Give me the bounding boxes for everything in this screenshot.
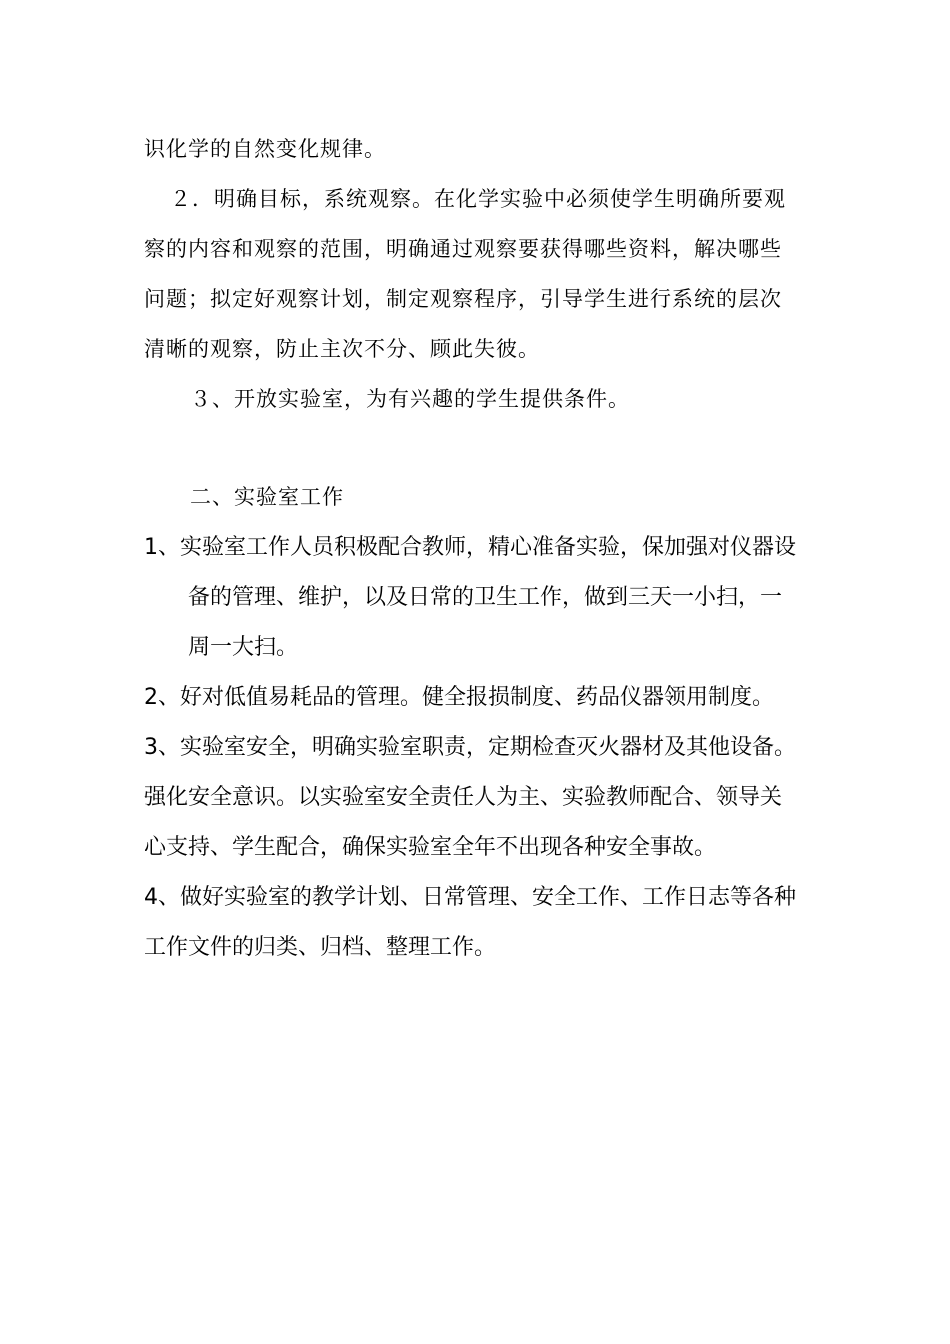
paragraph-line: 问题；拟定好观察计划，制定观察程序，引导学生进行系统的层次 [144, 287, 782, 311]
list-item-line: 备的管理、维护，以及日常的卫生工作，做到三天一小扫，一 [188, 585, 783, 610]
paragraph-line: 识化学的自然变化规律。 [144, 137, 386, 161]
list-item-line: 心支持、学生配合，确保实验室全年不出现各种安全事故。 [144, 835, 717, 860]
list-item-line: 1、实验室工作人员积极配合教师，精心准备实验，保加强对仪器设 [144, 535, 796, 560]
list-item-line: 工作文件的归类、归档、整理工作。 [144, 935, 497, 960]
section-heading: 二、实验室工作 [190, 485, 344, 509]
list-item-line: 周一大扫。 [188, 635, 299, 660]
paragraph-line: 察的内容和观察的范围，明确通过观察要获得哪些资料，解决哪些 [144, 237, 782, 261]
paragraph-line: 清晰的观察，防止主次不分、顾此失彼。 [144, 337, 540, 361]
paragraph-line: ３、开放实验室，为有兴趣的学生提供条件。 [190, 387, 630, 411]
paragraph-line: ２．明确目标，系统观察。在化学实验中必须使学生明确所要观 [170, 187, 786, 211]
list-item-line: 2、好对低值易耗品的管理。健全报损制度、药品仪器领用制度。 [144, 685, 774, 710]
list-item-line: 3、实验室安全，明确实验室职责，定期检查灭火器材及其他设备。 [144, 735, 796, 760]
list-item-line: 强化安全意识。以实验室安全责任人为主、实验教师配合、领导关 [144, 785, 783, 810]
list-item-line: 4、做好实验室的教学计划、日常管理、安全工作、工作日志等各种 [144, 885, 796, 910]
